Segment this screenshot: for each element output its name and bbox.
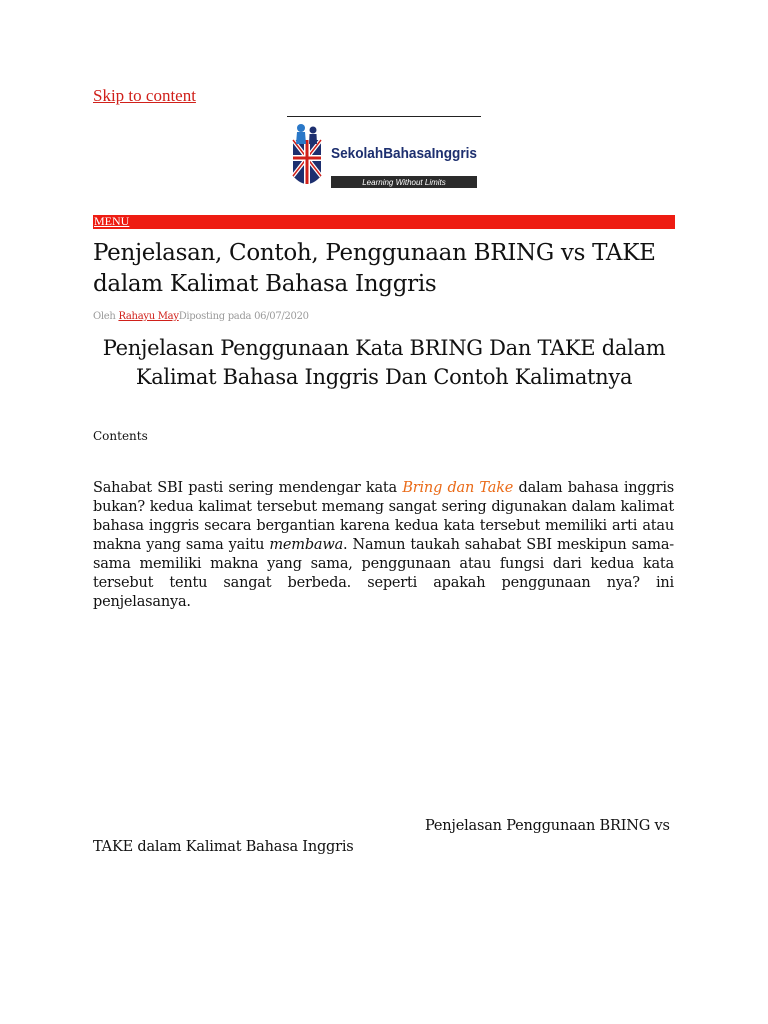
table-of-contents-toggle[interactable]: Contents: [93, 429, 148, 443]
by-label: Oleh: [93, 311, 119, 322]
student-figure-icon: [297, 124, 305, 132]
emphasis-text: membawa: [269, 537, 344, 553]
paragraph-text-3: . Namun taukah sahabat SBI meskipun sama-sama memiliki makna yang sama, penggunaan atau fungsi dari kedua kata tersebut tentu sangat berbeda. seperti apakah penggunaan nya? ini penjelasanya.: [93, 537, 675, 610]
posted-label: Diposting pada: [178, 311, 255, 322]
image-caption-text: Penjelasan Penggunaan BRING vs TAKE dalam Kalimat Bahasa Inggris: [93, 818, 670, 855]
site-logo: [287, 118, 481, 202]
menu-bar[interactable]: [93, 215, 675, 229]
highlight-text: Bring dan Take: [402, 480, 514, 496]
logo-divider: [287, 116, 481, 117]
skip-to-content-link[interactable]: Skip to content: [93, 86, 196, 105]
paragraph-text-1: Sahabat SBI pasti sering mendengar kata: [93, 480, 403, 496]
intro-paragraph: [93, 479, 674, 612]
article-title: Penjelasan, Contoh, Penggunaan BRING vs TAKE dalam Kalimat Bahasa Inggris: [93, 240, 656, 297]
post-date: 06/07/2020: [254, 311, 309, 322]
author-link[interactable]: Rahayu May: [118, 311, 179, 322]
menu-toggle[interactable]: MENU: [94, 214, 130, 228]
image-caption: [93, 816, 675, 858]
logo-brand-text: SekolahBahasaInggris: [331, 145, 477, 162]
logo-tagline-text: Learning Without Limits: [362, 178, 446, 187]
article-subtitle: Penjelasan Penggunaan Kata BRING Dan TAKE dalam Kalimat Bahasa Inggris Dan Contoh Kalimatnya: [102, 336, 666, 389]
paragraph-text-2: dalam bahasa inggris bukan? kedua kalimat tersebut memang sangat sering digunakan dalam kalimat bahasa inggris secara bergantian karena kedua kata tersebut memiliki arti atau makna yang sama yaitu: [93, 480, 674, 553]
post-meta: [93, 311, 309, 322]
